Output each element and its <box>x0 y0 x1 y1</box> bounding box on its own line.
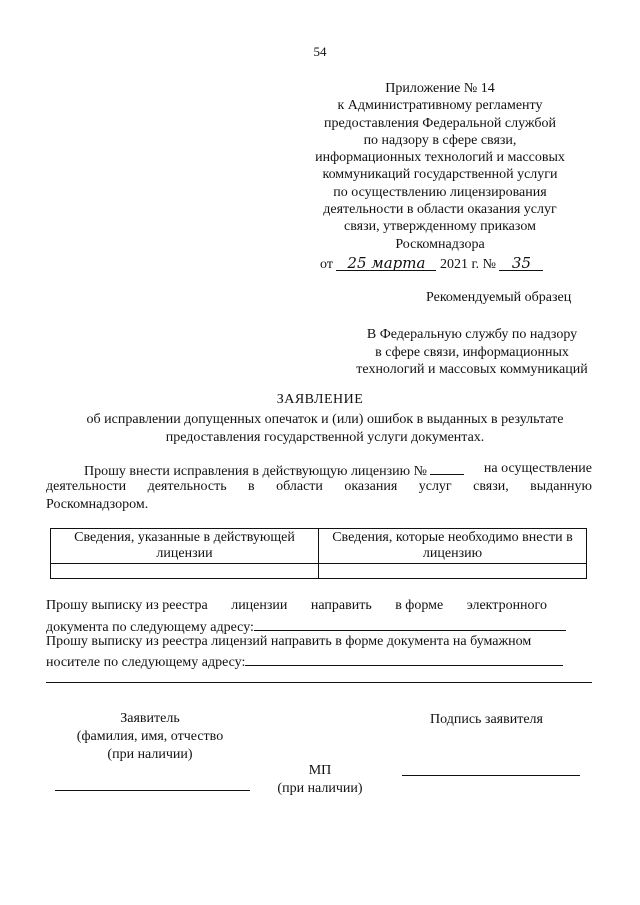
addressee-line: технологий и массовых коммуникаций <box>356 362 588 377</box>
appendix-line: по надзору в сфере связи, <box>363 132 517 148</box>
appendix-line: информационных технологий и массовых <box>315 150 565 166</box>
handwritten-date: 25 марта <box>336 256 436 271</box>
appendix-line: по осуществлению лицензирования <box>333 184 547 200</box>
column-header-new: Сведения, которые необходимо внести в лицензию <box>319 529 587 564</box>
request-word: услуг <box>418 479 452 494</box>
request-word: области <box>276 479 323 494</box>
date-prefix: от <box>320 257 333 272</box>
signature-label: Подпись заявителя <box>430 712 543 727</box>
appendix-line: Роскомнадзора <box>395 236 485 252</box>
applicant-name-blank[interactable] <box>55 790 250 791</box>
addressee-block <box>352 326 592 379</box>
order-year-number-label: 2021 г. № <box>439 257 496 272</box>
column-header-current: Сведения, указанные в действующей лицензии <box>51 529 319 564</box>
request-word: оказания <box>344 479 398 494</box>
corrections-table <box>50 528 587 579</box>
applicant-line: Заявитель <box>120 711 180 726</box>
addressee-line: в сфере связи, информационных <box>375 344 569 360</box>
request-word: деятельности <box>46 479 127 494</box>
request-text: на осуществление <box>483 461 592 476</box>
electronic-address-blank[interactable] <box>254 617 566 631</box>
signature-blank[interactable] <box>402 775 580 776</box>
extract-word: электронного <box>466 598 547 613</box>
document-title: ЗАЯВЛЕНИЕ <box>276 392 364 407</box>
handwritten-order-number: 35 <box>499 256 543 271</box>
appendix-header <box>300 80 580 253</box>
recommended-sample-label: Рекомендуемый образец <box>426 290 572 305</box>
addressee-line: В Федеральную службу по надзору <box>366 327 578 342</box>
subtitle-line: предоставления государственной услуги документах. <box>165 429 485 445</box>
paper-address-blank[interactable] <box>245 652 563 666</box>
appendix-line: деятельности в области оказания услуг <box>323 202 557 218</box>
page-number: 54 <box>313 44 327 59</box>
license-number-blank[interactable] <box>430 461 464 475</box>
applicant-line: (при наличии) <box>107 747 193 762</box>
extract-electronic-line <box>46 598 547 614</box>
document-subtitle <box>40 411 610 446</box>
separator-line <box>46 682 592 683</box>
request-word: в <box>248 479 255 494</box>
appendix-line: к Административному регламенту <box>337 98 543 114</box>
extract-text: документа по следующему адресу: <box>46 620 254 635</box>
extract-word: направить <box>310 598 372 613</box>
extract-word: Прошу выписку из реестра <box>46 598 208 613</box>
stamp-block <box>270 762 370 798</box>
extract-text: носителе по следующему адресу: <box>46 655 246 670</box>
request-line-1 <box>84 461 592 480</box>
extract-paper-address-line <box>46 652 563 671</box>
table-cell-new[interactable] <box>319 564 587 579</box>
extract-word: лицензии <box>231 598 288 613</box>
request-word: связи, <box>473 479 509 494</box>
subtitle-line: об исправлении допущенных опечаток и (или) ошибок в выданных в результате <box>86 412 564 427</box>
order-date-line <box>320 256 543 273</box>
stamp-line: МП <box>308 763 332 778</box>
extract-paper-line: Прошу выписку из реестра лицензий направить в форме документа на бумажном <box>46 634 532 649</box>
table-cell-current[interactable] <box>51 564 319 579</box>
request-text: Прошу внести исправления в действующую лицензию № <box>84 464 427 479</box>
applicant-line: (фамилия, имя, отчество <box>76 729 224 744</box>
extract-word: в форме <box>395 598 444 613</box>
request-word: деятельность <box>147 479 227 494</box>
appendix-line: предоставления Федеральной службой <box>324 115 556 131</box>
appendix-line: Приложение № 14 <box>385 81 495 96</box>
table-header-row <box>51 529 587 564</box>
appendix-line: коммуникаций государственной услуги <box>322 167 558 183</box>
stamp-line: (при наличии) <box>277 781 363 796</box>
request-word: выданную <box>530 479 592 494</box>
applicant-block <box>60 710 240 764</box>
appendix-line: связи, утвержденному приказом <box>344 219 536 235</box>
request-line-3: Роскомнадзором. <box>46 497 149 512</box>
table-row <box>51 564 587 579</box>
request-line-2 <box>46 479 592 495</box>
